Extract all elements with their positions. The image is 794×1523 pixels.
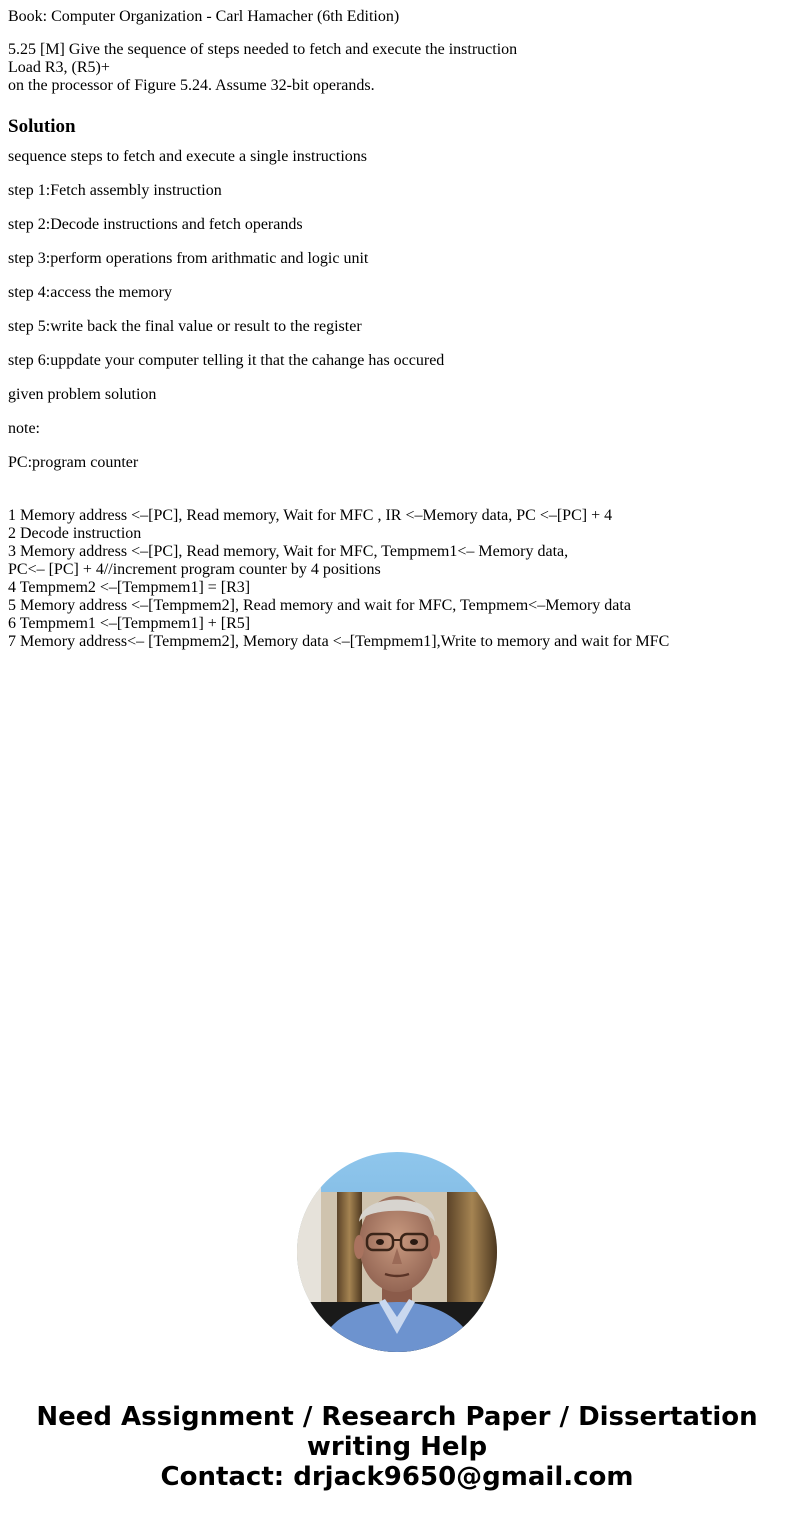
book-title: Book: Computer Organization - Carl Hamacher (6th Edition) — [8, 8, 400, 25]
question-line-3: on the processor of Figure 5.24. Assume 32-bit operands. — [8, 77, 375, 94]
solution-step: 7 Memory address<– [Tempmem2], Memory data <–[Tempmem1],Write to memory and wait for MFC — [8, 633, 670, 650]
general-step: step 6:uppdate your computer telling it that the cahange has occured — [8, 352, 445, 369]
pc-note: PC:program counter — [8, 454, 139, 471]
question — [8, 41, 786, 95]
solution-heading: Solution — [8, 116, 76, 137]
question-line-1: 5.25 [M] Give the sequence of steps needed to fetch and execute the instruction — [8, 41, 518, 58]
banner-contact: Contact: drjack9650@gmail.com — [160, 1462, 634, 1492]
banner-line-1: Need Assignment / Research Paper / Dissertation — [36, 1402, 758, 1432]
general-step: step 3:perform operations from arithmatic and logic unit — [8, 250, 369, 267]
solution-step: 4 Tempmem2 <–[Tempmem1] = [R3] — [8, 579, 251, 596]
given-text: given problem solution — [8, 386, 157, 403]
question-line-2: Load R3, (R5)+ — [8, 59, 110, 76]
solution-step: 2 Decode instruction — [8, 525, 142, 542]
solution-step: 6 Tempmem1 <–[Tempmem1] + [R5] — [8, 615, 251, 632]
general-step: step 2:Decode instructions and fetch operands — [8, 216, 303, 233]
general-step: step 5:write back the final value or result to the register — [8, 318, 362, 335]
promo-banner — [0, 1402, 794, 1492]
solution-step: 5 Memory address <–[Tempmem2], Read memory and wait for MFC, Tempmem<–Memory data — [8, 597, 631, 614]
author-photo — [297, 1152, 497, 1352]
solution-steps — [8, 507, 786, 651]
banner-line-2: writing Help — [306, 1432, 488, 1462]
solution-step: 1 Memory address <–[PC], Read memory, Wait for MFC , IR <–Memory data, PC <–[PC] + 4 — [8, 507, 613, 524]
intro-text: sequence steps to fetch and execute a single instructions — [8, 148, 367, 165]
document-body — [8, 0, 786, 651]
note-label: note: — [8, 420, 40, 437]
solution-step: 3 Memory address <–[PC], Read memory, Wait for MFC, Tempmem1<– Memory data, — [8, 543, 569, 560]
general-step: step 1:Fetch assembly instruction — [8, 182, 222, 199]
solution-step: PC<– [PC] + 4//increment program counter by 4 positions — [8, 561, 381, 578]
general-step: step 4:access the memory — [8, 284, 172, 301]
